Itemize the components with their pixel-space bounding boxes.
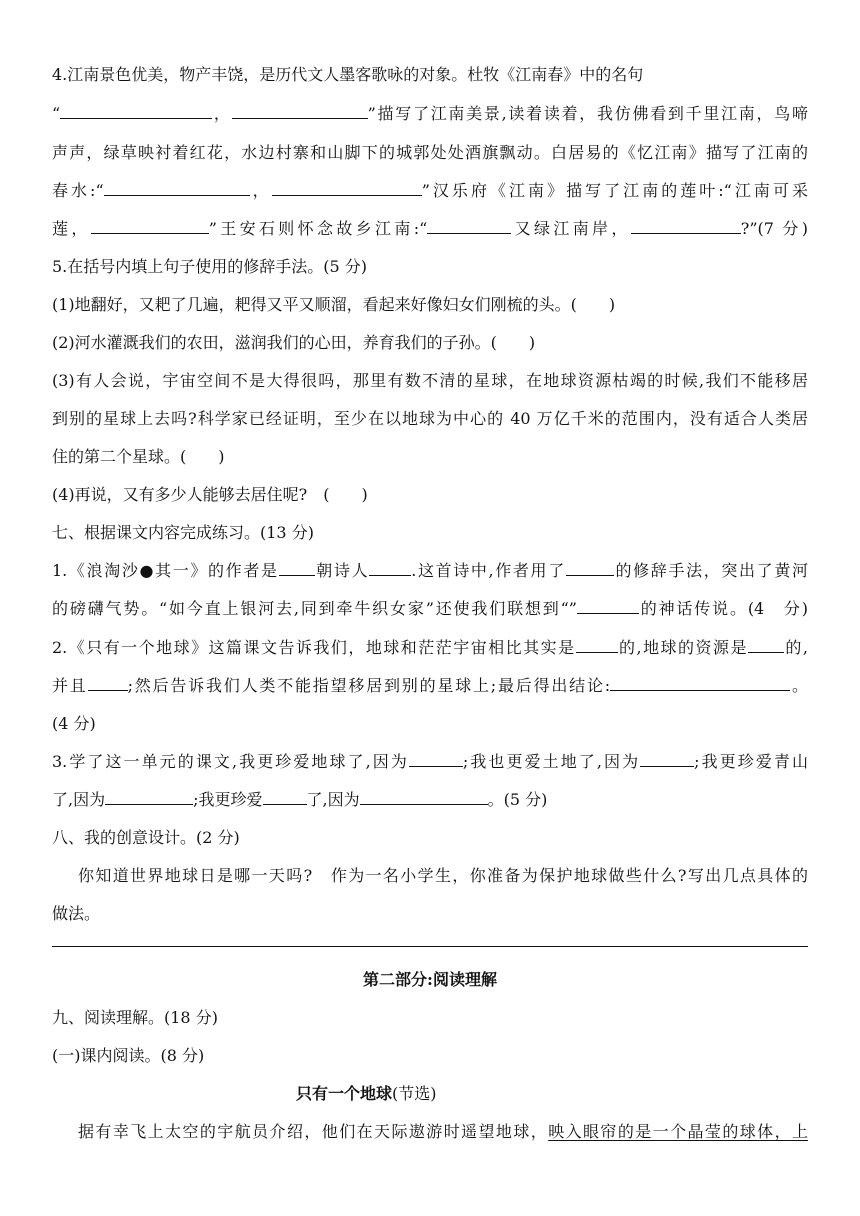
sec7-q2-score-text: (4 分) bbox=[52, 714, 96, 733]
blank-q4-5[interactable] bbox=[91, 218, 209, 234]
sec7-q2-b: 的,地球的资源是 bbox=[617, 638, 748, 657]
blank-7-2-3[interactable] bbox=[88, 675, 128, 691]
blank-7-3-5[interactable] bbox=[360, 789, 488, 805]
q4-line3 bbox=[52, 142, 808, 164]
q4-intro-text: 4.江南景色优美，物产丰饶，是历代文人墨客歌咏的对象。杜牧《江南春》中的名句 bbox=[52, 65, 644, 84]
sec7-q1-a: 1.《浪淘沙●其一》的作者是 bbox=[52, 561, 279, 580]
article-title-text: 只有一个地球 bbox=[296, 1084, 393, 1103]
q5-s3-l3 bbox=[52, 446, 808, 468]
blank-7-3-3[interactable] bbox=[105, 789, 193, 805]
article-line1-underlined: 映入眼帘的是一个晶莹的球体，上 bbox=[548, 1122, 808, 1141]
sec7-q2-f: 。 bbox=[790, 676, 808, 695]
blank-7-3-1[interactable] bbox=[409, 751, 463, 767]
blank-q4-1[interactable] bbox=[60, 103, 212, 119]
blank-7-2-conclusion[interactable] bbox=[610, 675, 790, 691]
q5-s3-l3-text: 住的第二个星球。( ) bbox=[52, 447, 225, 466]
sec7-q2-l2 bbox=[52, 675, 808, 697]
sec8-title-text: 八、我的创意设计。(2 分) bbox=[52, 828, 240, 847]
sec7-q1-l1 bbox=[52, 560, 808, 582]
sec9-sub1-text: (一)课内阅读。(8 分) bbox=[52, 1046, 205, 1065]
sec8-title bbox=[52, 827, 808, 849]
blank-q4-3[interactable] bbox=[104, 180, 250, 196]
blank-q4-2[interactable] bbox=[232, 103, 368, 119]
sec7-q2-e: ;然后告诉我们人类不能指望移居到别的星球上;最后得出结论: bbox=[127, 676, 611, 695]
q4-comma: ， bbox=[212, 104, 232, 123]
q5-s3-l2-text: 到别的星球上去吗?科学家已经证明，至少在以地球为中心的 40 万亿千米的范围内，没有适合人类居 bbox=[52, 409, 808, 428]
q4-line4-b: ”汉乐府《江南》描写了江南的莲叶:“江南可采 bbox=[421, 181, 808, 200]
q5-title bbox=[52, 256, 808, 278]
article-line1 bbox=[78, 1121, 808, 1143]
blank-7-1-dynasty[interactable] bbox=[279, 560, 315, 576]
blank-7-3-4[interactable] bbox=[263, 789, 307, 805]
blank-7-1-myth[interactable] bbox=[577, 598, 639, 614]
sec9-title-text: 九、阅读理解。(18 分) bbox=[52, 1008, 218, 1027]
sec7-q3-f: 了,因为 bbox=[306, 790, 360, 809]
sec8-body-l2 bbox=[52, 903, 808, 925]
q5-s4-text: (4)再说，又有多少人能够去居住呢? ( ) bbox=[52, 485, 368, 504]
sec7-title-text: 七、根据课文内容完成练习。(13 分) bbox=[52, 523, 314, 542]
sec8-body-l1 bbox=[78, 865, 808, 887]
q4-intro bbox=[52, 64, 808, 86]
part2-heading bbox=[52, 969, 808, 991]
sec7-q1-c: .这首诗中,作者用了 bbox=[411, 561, 566, 580]
q5-s2 bbox=[52, 332, 808, 354]
article-line1-a: 据有幸飞上太空的宇航员介绍，他们在天际遨游时遥望地球， bbox=[78, 1122, 549, 1141]
q4-line3-text: 声声，绿草映衬着红花，水边村寨和山脚下的城郭处处酒旗飘动。白居易的《忆江南》描写了江南的 bbox=[52, 143, 808, 162]
q4-line5 bbox=[52, 218, 808, 240]
q4-comma-2: ， bbox=[249, 181, 272, 200]
blank-7-2-2[interactable] bbox=[748, 637, 784, 653]
sec7-q2-l1 bbox=[52, 637, 808, 659]
q4-line5-d: ?”(7 分) bbox=[740, 219, 808, 238]
q5-s4 bbox=[52, 484, 808, 506]
q5-title-text: 5.在括号内填上句子使用的修辞手法。(5 分) bbox=[52, 257, 368, 276]
sec7-q2-a: 2.《只有一个地球》这篇课文告诉我们，地球和茫茫宇宙相比其实是 bbox=[52, 638, 576, 657]
q4-line5-b: ”王安石则怀念故乡江南:“ bbox=[208, 219, 428, 238]
blank-7-3-2[interactable] bbox=[640, 751, 694, 767]
sec8-body-l1-text: 你知道世界地球日是哪一天吗? 作为一名小学生，你准备为保护地球做些什么?写出几点具体的 bbox=[78, 866, 808, 885]
article-title bbox=[296, 1083, 437, 1105]
sec7-q3-g: 。(5 分) bbox=[487, 790, 548, 809]
sec8-body-l2-text: 做法。 bbox=[52, 904, 101, 923]
q4-line4 bbox=[52, 180, 808, 202]
q5-s3-l1 bbox=[52, 370, 808, 392]
q5-s1 bbox=[52, 294, 808, 316]
part2-heading-text: 第二部分:阅读理解 bbox=[363, 970, 497, 989]
section-divider bbox=[52, 946, 808, 947]
sec7-q1-e: 的磅礴气势。“如今直上银河去,同到牵牛织女家”还使我们联想到“” bbox=[52, 599, 577, 618]
sec7-q1-f: 的神话传说。(4 分) bbox=[638, 599, 808, 618]
blank-q4-7[interactable] bbox=[631, 218, 741, 234]
q4-open-quote: “ bbox=[52, 104, 61, 123]
sec7-q1-d: 的修辞手法，突出了黄河 bbox=[613, 561, 808, 580]
sec7-q3-e: ;我更珍爱 bbox=[193, 790, 263, 809]
q4-line2 bbox=[52, 103, 808, 125]
sec7-q2-c: 的, bbox=[783, 638, 808, 657]
sec7-q3-a: 3.学了这一单元的课文,我更珍爱地球了,因为 bbox=[52, 752, 409, 771]
sec9-title bbox=[52, 1007, 808, 1029]
article-title-note: (节选) bbox=[392, 1084, 437, 1103]
sec7-q1-b: 朝诗人 bbox=[314, 561, 370, 580]
q5-s3-l1-text: (3)有人会说，宇宙空间不是大得很吗，那里有数不清的星球，在地球资源枯竭的时候,我们不能移居 bbox=[52, 371, 808, 390]
blank-7-1-poet[interactable] bbox=[369, 560, 411, 576]
sec7-q3-l2 bbox=[52, 789, 808, 811]
q4-line4-a: 春水:“ bbox=[52, 181, 104, 200]
blank-q4-4[interactable] bbox=[272, 180, 422, 196]
sec7-title bbox=[52, 522, 808, 544]
q4-line5-a: 莲， bbox=[52, 219, 91, 238]
q4-line2-text: ”描写了江南美景,读着读着，我仿佛看到千里江南，鸟啼 bbox=[367, 104, 808, 123]
sec7-q3-l1 bbox=[52, 751, 808, 773]
blank-7-1-rhetoric[interactable] bbox=[566, 560, 614, 576]
blank-q4-6[interactable] bbox=[427, 218, 511, 234]
sec7-q2-score bbox=[52, 713, 808, 735]
sec7-q2-d: 并且 bbox=[52, 676, 88, 695]
q5-s1-text: (1)地翻好，又耙了几遍，耙得又平又顺溜，看起来好像妇女们刚梳的头。( ) bbox=[52, 295, 616, 314]
sec7-q1-l2 bbox=[52, 598, 808, 620]
q4-line5-c: 又绿江南岸， bbox=[511, 219, 631, 238]
sec7-q3-c: ;我更珍爱青山 bbox=[694, 752, 808, 771]
q5-s3-l2 bbox=[52, 408, 808, 430]
blank-7-2-1[interactable] bbox=[576, 637, 618, 653]
sec7-q3-b: ;我也更爱土地了,因为 bbox=[462, 752, 641, 771]
q5-s2-text: (2)河水灌溉我们的农田，滋润我们的心田，养育我们的子孙。( ) bbox=[52, 333, 536, 352]
sec9-sub1 bbox=[52, 1045, 808, 1067]
sec7-q3-d: 了,因为 bbox=[52, 790, 106, 809]
